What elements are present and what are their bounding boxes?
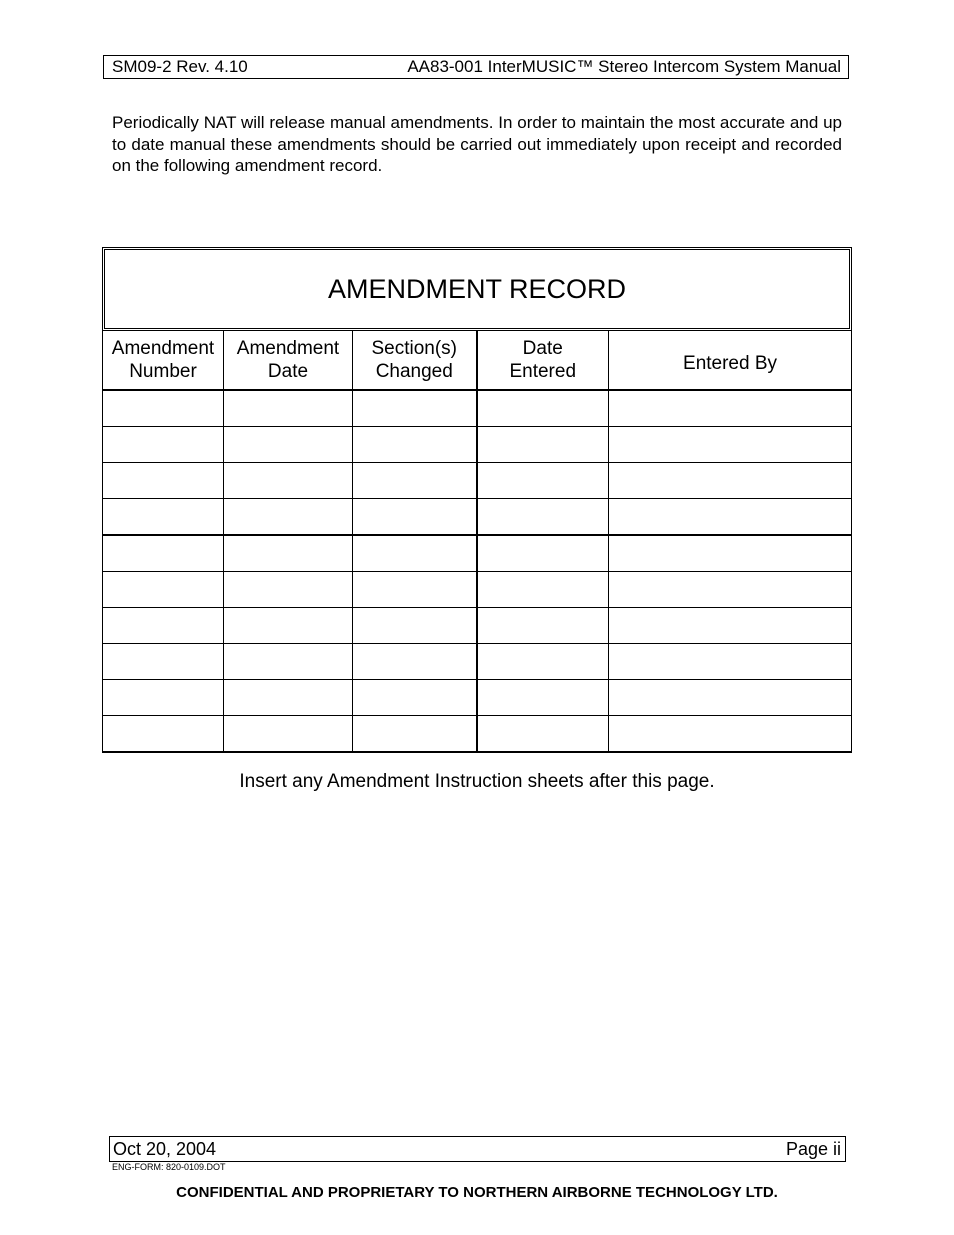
table-cell[interactable] bbox=[224, 427, 353, 463]
table-cell[interactable] bbox=[477, 644, 609, 680]
table-cell[interactable] bbox=[103, 680, 224, 716]
table-cell[interactable] bbox=[353, 390, 477, 427]
table-cell[interactable] bbox=[477, 572, 609, 608]
table-cell[interactable] bbox=[224, 716, 353, 753]
table-cell[interactable] bbox=[353, 499, 477, 536]
table-cell[interactable] bbox=[353, 644, 477, 680]
table-cell[interactable] bbox=[103, 463, 224, 499]
column-header-line: Number bbox=[129, 361, 197, 382]
table-row bbox=[103, 716, 852, 753]
column-header-line: Entered By bbox=[683, 352, 778, 374]
column-header-line: Date bbox=[267, 361, 309, 382]
table-row bbox=[103, 427, 852, 463]
column-header-line: Section(s) bbox=[371, 338, 458, 359]
table-row bbox=[103, 390, 852, 427]
table-cell[interactable] bbox=[353, 680, 477, 716]
table-cell[interactable] bbox=[353, 572, 477, 608]
column-header-date-entered bbox=[477, 331, 609, 391]
table-cell[interactable] bbox=[609, 390, 852, 427]
table-cell[interactable] bbox=[224, 572, 353, 608]
table-cell[interactable] bbox=[477, 680, 609, 716]
column-header-line: Amendment bbox=[236, 338, 340, 359]
insert-instruction-note: Insert any Amendment Instruction sheets after this page. bbox=[239, 771, 715, 792]
table-cell[interactable] bbox=[103, 608, 224, 644]
column-header-amendment-date bbox=[224, 331, 353, 391]
table-cell[interactable] bbox=[224, 644, 353, 680]
table-cell[interactable] bbox=[609, 463, 852, 499]
table-cell[interactable] bbox=[103, 535, 224, 572]
table-cell[interactable] bbox=[477, 427, 609, 463]
page-header bbox=[103, 55, 849, 79]
column-header-line: Date bbox=[522, 338, 563, 359]
table-row bbox=[103, 572, 852, 608]
table-row bbox=[103, 463, 852, 499]
footer-page-number: Page ii bbox=[785, 1138, 841, 1159]
column-header-sections-changed bbox=[353, 331, 477, 391]
table-cell[interactable] bbox=[224, 535, 353, 572]
column-header-line: Amendment bbox=[111, 338, 215, 359]
table-cell[interactable] bbox=[609, 427, 852, 463]
table-cell[interactable] bbox=[103, 644, 224, 680]
table-header-row bbox=[103, 331, 852, 391]
table-row bbox=[103, 680, 852, 716]
table-cell[interactable] bbox=[609, 680, 852, 716]
table-cell[interactable] bbox=[353, 608, 477, 644]
table-cell[interactable] bbox=[353, 463, 477, 499]
amendment-record-rows bbox=[103, 390, 852, 752]
amendment-record-title-cell bbox=[103, 248, 852, 331]
table-cell[interactable] bbox=[353, 535, 477, 572]
table-cell[interactable] bbox=[103, 390, 224, 427]
table-cell[interactable] bbox=[224, 463, 353, 499]
column-header-entered-by bbox=[609, 331, 852, 391]
footer-date: Oct 20, 2004 bbox=[113, 1138, 217, 1159]
amendment-record-table bbox=[102, 247, 852, 753]
form-code: ENG-FORM: 820-0109.DOT bbox=[112, 1162, 226, 1172]
table-cell[interactable] bbox=[103, 572, 224, 608]
table-cell[interactable] bbox=[353, 427, 477, 463]
column-header-line: Entered bbox=[509, 361, 577, 382]
table-row bbox=[103, 535, 852, 572]
table-cell[interactable] bbox=[477, 535, 609, 572]
table-cell[interactable] bbox=[609, 499, 852, 536]
table-cell[interactable] bbox=[224, 680, 353, 716]
table-cell[interactable] bbox=[477, 499, 609, 536]
column-header-line: Changed bbox=[375, 361, 453, 382]
table-cell[interactable] bbox=[353, 716, 477, 753]
table-row bbox=[103, 499, 852, 536]
table-cell[interactable] bbox=[224, 390, 353, 427]
doc-title: AA83-001 InterMUSIC™ Stereo Intercom System Manual bbox=[407, 57, 841, 76]
table-cell[interactable] bbox=[224, 499, 353, 536]
amendment-record-title: AMENDMENT RECORD bbox=[104, 249, 850, 329]
column-header-amendment-number bbox=[103, 331, 224, 391]
table-cell[interactable] bbox=[609, 608, 852, 644]
table-cell[interactable] bbox=[224, 608, 353, 644]
page-footer bbox=[109, 1136, 846, 1162]
table-cell[interactable] bbox=[103, 499, 224, 536]
table-cell[interactable] bbox=[103, 716, 224, 753]
table-row bbox=[103, 644, 852, 680]
table-cell[interactable] bbox=[477, 716, 609, 753]
table-cell[interactable] bbox=[609, 535, 852, 572]
doc-number: SM09-2 Rev. 4.10 bbox=[112, 57, 248, 76]
confidential-notice: CONFIDENTIAL AND PROPRIETARY TO NORTHERN AIRBORNE TECHNOLOGY LTD. bbox=[176, 1184, 778, 1201]
table-cell[interactable] bbox=[477, 390, 609, 427]
table-row bbox=[103, 608, 852, 644]
intro-paragraph: Periodically NAT will release manual amendments. In order to maintain the most accurate and up to date manual these amendments should be carried out immediately upon receipt and recorded on the following amendment record. bbox=[112, 113, 842, 175]
table-cell[interactable] bbox=[477, 463, 609, 499]
table-cell[interactable] bbox=[609, 644, 852, 680]
table-cell[interactable] bbox=[609, 716, 852, 753]
table-cell[interactable] bbox=[103, 427, 224, 463]
table-cell[interactable] bbox=[609, 572, 852, 608]
table-cell[interactable] bbox=[477, 608, 609, 644]
